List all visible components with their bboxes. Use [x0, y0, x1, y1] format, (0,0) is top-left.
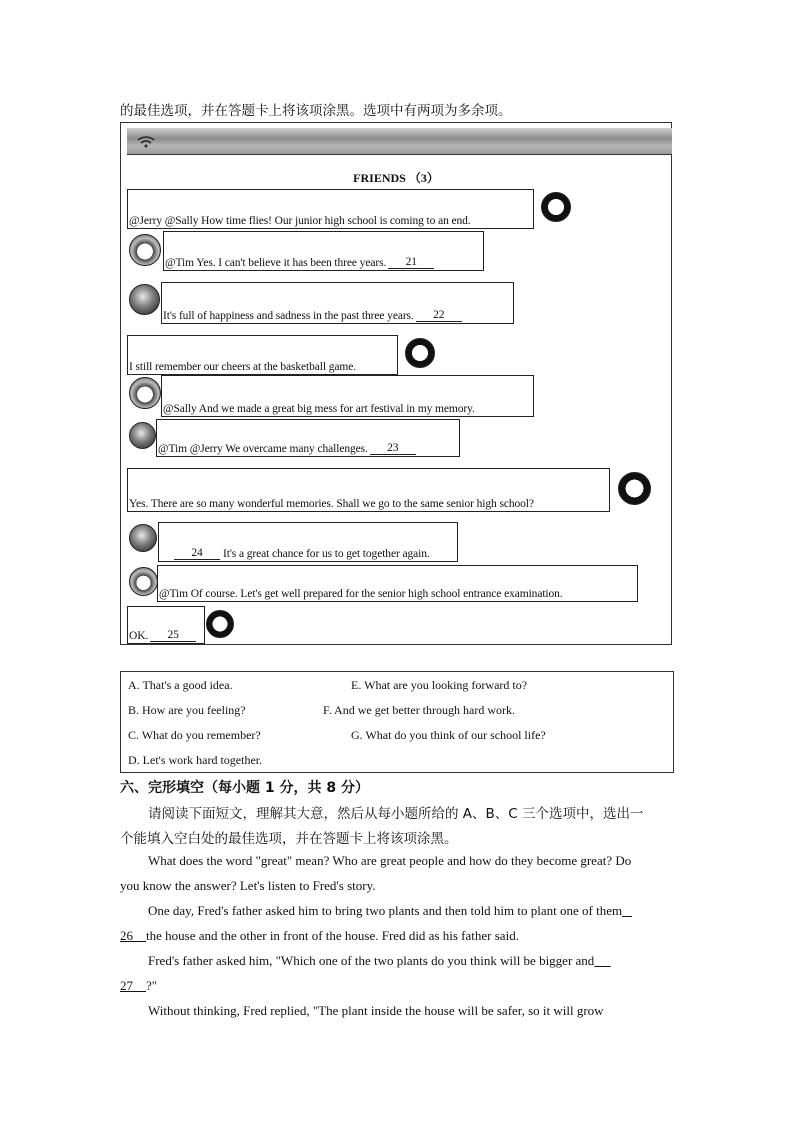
- tim-avatar-icon: [129, 284, 160, 315]
- option-g: G. What do you think of our school life?: [351, 728, 546, 742]
- chat-bubble: [127, 606, 205, 644]
- blank-underline: [133, 928, 146, 943]
- option-a: A. That's a good idea.: [128, 678, 233, 692]
- chat-bubble: [158, 522, 458, 562]
- jerry-avatar-icon: [405, 338, 435, 368]
- passage-text: Fred's father asked him, "Which one of the two plants do you think will be bigger and: [148, 953, 595, 968]
- blank-underline: [594, 953, 610, 968]
- answer-blank: 24: [174, 547, 220, 560]
- sally-avatar-icon: [129, 377, 161, 409]
- blank-underline: [133, 978, 146, 993]
- tim-avatar-icon: [129, 422, 156, 449]
- passage-line: you know the answer? Let's listen to Fred's story.: [120, 878, 376, 893]
- blank-underline: [622, 903, 632, 918]
- message-text: Yes. There are so many wonderful memories. Shall we go to the same senior high school?: [129, 498, 534, 510]
- message-text: OK.: [129, 630, 149, 642]
- answer-blank: 23: [370, 442, 416, 455]
- message-text: @Sally And we made a great big mess for art festival in my memory.: [163, 403, 475, 415]
- passage-line: [120, 978, 157, 994]
- chat-bubble: [161, 375, 534, 417]
- answer-blank: 25: [150, 629, 196, 642]
- chat-bubble: [127, 335, 398, 375]
- section-heading: 六、完形填空（每小题 1 分，共 8 分）: [120, 780, 369, 796]
- message-text: I still remember our cheers at the basketball game.: [129, 361, 357, 373]
- message-text: It's a great chance for us to get together again.: [223, 548, 430, 560]
- chat-bubble: [163, 231, 484, 271]
- instruction-line: 个能填入空白处的最佳选项，并在答题卡上将该项涂黑。: [120, 831, 458, 847]
- passage-text: the house and the other in front of the house. Fred did as his father said.: [146, 928, 519, 943]
- message-text: @Tim Yes. I can't believe it has been three years.: [165, 257, 387, 269]
- answer-blank: 21: [388, 256, 434, 269]
- jerry-avatar-icon: [541, 192, 571, 222]
- sally-avatar-icon: [129, 567, 158, 596]
- blank-number: 26: [120, 928, 133, 943]
- passage-text: One day, Fred's father asked him to bring two plants and then told him to plant one of them: [148, 903, 623, 918]
- instruction-line: 请阅读下面短文，理解其大意，然后从每小题所给的 A、B、C 三个选项中，选出一: [148, 806, 644, 822]
- passage-line: [148, 903, 632, 919]
- passage-line: Without thinking, Fred replied, "The plant inside the house will be safer, so it will grow: [148, 1003, 604, 1018]
- option-f: F. And we get better through hard work.: [323, 703, 515, 717]
- message-text: @Tim @Jerry We overcame many challenges.: [158, 443, 368, 455]
- option-b: B. How are you feeling?: [128, 703, 246, 717]
- jerry-avatar-icon: [618, 472, 651, 505]
- chat-bubble: [157, 565, 638, 602]
- intro-text: 的最佳选项，并在答题卡上将该项涂黑。选项中有两项为多余项。: [120, 103, 512, 119]
- message-text: @Jerry @Sally How time flies! Our junior high school is coming to an end.: [129, 215, 471, 227]
- jerry-avatar-icon: [206, 610, 234, 638]
- tim-avatar-icon: [129, 524, 157, 552]
- wifi-icon: [137, 136, 155, 151]
- chat-bubble: [156, 419, 460, 457]
- message-text: It's full of happiness and sadness in the past three years.: [163, 310, 414, 322]
- passage-line: [148, 953, 611, 969]
- chat-title: FRIENDS （3）: [353, 171, 439, 185]
- option-d: D. Let's work hard together.: [128, 753, 263, 767]
- sally-avatar-icon: [129, 234, 161, 266]
- message-text: @Tim Of course. Let's get well prepared for the senior high school entrance examination.: [159, 588, 563, 600]
- passage-text: ?": [146, 978, 158, 993]
- answer-blank: 22: [416, 309, 462, 322]
- option-e: E. What are you looking forward to?: [351, 678, 528, 692]
- chat-bubble: [161, 282, 514, 324]
- chat-bubble: [127, 189, 534, 229]
- option-c: C. What do you remember?: [128, 728, 261, 742]
- chat-top-bar: [127, 128, 672, 155]
- blank-number: 27: [120, 978, 133, 993]
- chat-bubble: [127, 468, 610, 512]
- passage-line: What does the word "great" mean? Who are great people and how do they become great? Do: [148, 853, 632, 868]
- passage-line: [120, 928, 519, 944]
